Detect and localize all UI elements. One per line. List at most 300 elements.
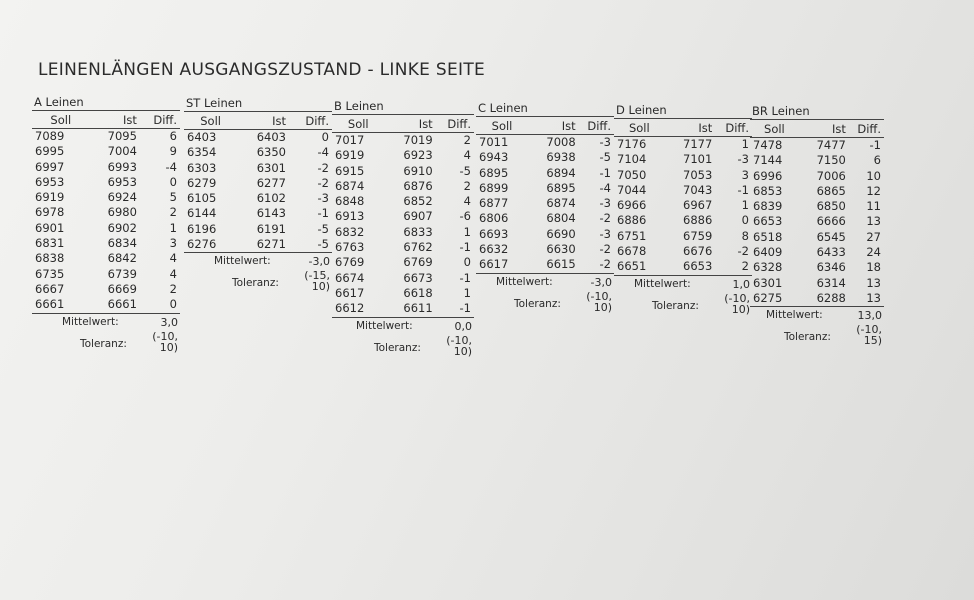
cell-ist: 6833 [403,224,433,239]
cell-soll: 6848 [335,194,365,209]
cell-soll: 7044 [617,182,647,197]
cell-soll: 6877 [479,196,509,211]
cell-ist: 6661 [90,297,140,313]
cell-diff: 2 [169,281,177,296]
table-row [750,214,884,229]
table-row [332,148,474,163]
cell-ist: 6739 [107,266,137,281]
table-row [332,271,474,286]
cell-ist: 6288 [799,291,849,307]
table-row [32,282,180,297]
cell-diff: 8 [741,228,749,243]
table-row [184,237,332,253]
table-row [614,198,752,213]
table-row [32,205,180,220]
mittelwert-value: -3,0 [590,275,612,289]
cell-ist: 6653 [665,259,716,275]
cell-soll: 6661 [32,297,90,313]
cell-soll: 6913 [335,209,365,224]
group-table [750,120,884,307]
table-row [32,129,180,145]
cell-soll: 6915 [335,163,365,178]
header-ist: Ist [90,111,140,129]
group-table [332,115,474,318]
cell-diff: -4 [165,159,177,174]
cell-diff: -1 [737,182,749,197]
cell-diff: -1 [599,165,611,180]
table-row [614,137,752,153]
table-row [476,181,614,196]
cell-soll: 6751 [617,228,647,243]
table-row [332,179,474,194]
cell-ist: 6993 [107,159,137,174]
mittelwert-value: 0,0 [454,319,472,333]
cell-ist: 6980 [107,205,137,220]
table-row [476,257,614,273]
cell-ist: 7177 [683,137,713,151]
cell-diff: 13 [849,291,884,307]
cell-soll: 6853 [753,183,783,198]
table-row [476,196,614,211]
header-soll: Soll [332,115,385,133]
group-table [32,111,180,314]
header-diff: Diff. [289,112,332,130]
cell-ist: 6346 [816,260,846,275]
cell-ist: 6865 [816,183,846,198]
cell-diff: -1 [317,206,329,221]
cell-diff: -4 [599,180,611,195]
header-soll: Soll [614,119,665,137]
cell-diff: -1 [869,138,881,152]
table-row [184,191,332,206]
cell-ist: 6669 [107,281,137,296]
toleranz-label: Toleranz: [80,337,127,350]
cell-diff: -2 [599,242,611,257]
cell-ist: 6894 [546,165,576,180]
table-row [614,229,752,244]
cell-diff: 1 [741,198,749,213]
cell-ist: 6403 [256,130,287,144]
cell-ist: 6938 [546,150,576,165]
page-title: LEINENLÄNGEN AUSGANGSZUSTAND - LINKE SEITE [38,60,486,80]
cell-diff: 6 [873,153,881,168]
cell-ist: 6874 [546,196,576,211]
cell-diff: 11 [866,199,881,214]
cell-soll: 6144 [187,206,217,221]
cell-soll: 6403 [187,130,217,144]
cell-diff: -2 [317,160,329,175]
cell-diff: 0 [321,130,329,144]
table-row [750,260,884,275]
table-row [184,161,332,176]
cell-diff: 1 [741,137,749,151]
cell-ist: 6923 [403,148,433,163]
cell-soll: 6674 [335,270,365,285]
cell-soll: 7011 [479,135,509,149]
cell-diff: -1 [459,270,471,285]
cell-soll: 6632 [479,242,509,257]
table-row [332,255,474,270]
table-row [332,301,474,317]
cell-soll: 6899 [479,180,509,195]
cell-diff: -4 [317,145,329,160]
cell-ist: 6842 [107,251,137,266]
cell-ist: 6666 [816,214,846,229]
mittelwert-label: Mittelwert: [62,315,119,328]
table-row [32,297,180,313]
cell-diff: -2 [579,257,614,273]
cell-diff: 24 [866,245,881,260]
cell-diff: -6 [459,209,471,224]
table-row [332,164,474,179]
cell-soll: 7144 [753,153,783,168]
cell-diff: -2 [599,211,611,226]
cell-ist: 6618 [403,285,433,300]
table-row [332,133,474,149]
table-row [184,176,332,191]
cell-diff: 1 [169,220,177,235]
cell-diff: 4 [463,148,471,163]
header-soll: Soll [476,117,528,135]
cell-ist: 6902 [107,220,137,235]
cell-diff: 0 [741,213,749,228]
table-row [614,152,752,167]
table-row [32,144,180,159]
header-diff: Diff. [849,120,884,138]
mittelwert-label: Mittelwert: [214,255,271,268]
cell-diff: -5 [289,237,332,253]
table-row [614,259,752,275]
cell-ist: 6907 [403,209,433,224]
table-row [614,168,752,183]
toleranz-label: Toleranz: [784,331,831,344]
cell-soll: 7089 [35,129,65,143]
table-row [750,199,884,214]
header-diff: Diff. [436,115,474,133]
cell-diff: 4 [169,251,177,266]
group-b-leinen [332,99,474,358]
table-row [476,150,614,165]
toleranz-value: (-10, 15) [856,323,882,348]
toleranz-label: Toleranz: [374,341,421,354]
table-row [32,160,180,175]
cell-ist: 6850 [816,199,846,214]
table-row [750,184,884,199]
group-table [476,117,614,274]
mittelwert-value: 3,0 [160,315,178,329]
toleranz-value: (-10, 10) [152,329,178,354]
cell-ist: 6953 [107,174,137,189]
cell-diff: -3 [317,191,329,206]
group-table [184,112,332,253]
cell-soll: 6832 [335,224,365,239]
cell-diff: -2 [737,244,749,259]
group-name: BR Leinen [750,104,884,120]
cell-soll: 6953 [35,174,65,189]
table-row [184,206,332,221]
cell-soll: 6279 [187,175,217,190]
table-row [750,169,884,184]
cell-soll: 7104 [617,152,647,167]
cell-diff: 6 [169,129,177,143]
toleranz-label: Toleranz: [514,297,561,310]
mittelwert-value: 13,0 [857,309,882,323]
group-a-leinen [32,95,180,354]
cell-ist: 6433 [816,245,846,260]
cell-diff: -5 [599,150,611,165]
cell-diff: -3 [737,152,749,167]
cell-diff: 2 [463,133,471,147]
group-name: D Leinen [614,103,752,119]
cell-ist: 6762 [403,240,433,255]
header-diff: Diff. [715,119,752,137]
cell-ist: 6967 [683,198,713,213]
cell-ist: 6301 [256,160,287,175]
header-soll: Soll [184,112,237,130]
cell-diff: 13 [866,275,881,290]
table-row [32,236,180,251]
cell-diff: 12 [866,183,881,198]
table-row [476,211,614,226]
mittelwert-label: Mittelwert: [766,309,823,322]
header-ist: Ist [237,112,289,130]
group-name: C Leinen [476,101,614,117]
cell-ist: 6895 [546,180,576,195]
cell-diff: -3 [599,196,611,211]
cell-diff: 13 [866,214,881,229]
group-d-leinen [614,103,752,316]
cell-soll: 6328 [753,260,783,275]
cell-ist: 6271 [237,237,289,253]
cell-diff: -1 [459,240,471,255]
cell-diff: 10 [866,168,881,183]
cell-ist: 6769 [403,255,433,270]
cell-ist: 7008 [546,135,576,149]
cell-ist: 6804 [546,211,576,226]
cell-diff: 2 [715,259,752,275]
cell-soll: 6901 [35,220,65,235]
mittelwert-label: Mittelwert: [634,277,691,290]
table-row [476,135,614,151]
table-row [750,245,884,260]
cell-diff: 3 [169,236,177,251]
table-row [184,145,332,160]
cell-ist: 6102 [256,191,287,206]
cell-soll: 6667 [35,281,65,296]
cell-ist: 7019 [403,133,433,147]
cell-ist: 7043 [683,182,713,197]
header-ist: Ist [799,120,849,138]
group-br-leinen [750,104,884,348]
cell-diff: 18 [866,260,881,275]
cell-ist: 6277 [256,175,287,190]
table-row [614,183,752,198]
cell-diff: 0 [140,297,180,313]
table-row [332,286,474,301]
cell-soll: 6769 [335,255,365,270]
cell-soll: 6678 [617,244,647,259]
cell-soll: 6276 [184,237,237,253]
toleranz-label: Toleranz: [232,277,279,290]
cell-diff: -1 [436,301,474,317]
cell-soll: 7176 [617,137,647,151]
cell-ist: 6852 [403,194,433,209]
table-row [614,244,752,259]
cell-soll: 6301 [753,275,783,290]
cell-ist: 6350 [256,145,287,160]
mittelwert-value: -3,0 [308,255,330,269]
cell-soll: 6763 [335,240,365,255]
table-row [184,130,332,146]
header-diff: Diff. [579,117,614,135]
toleranz-label: Toleranz: [652,299,699,312]
cell-ist: 6876 [403,178,433,193]
cell-soll: 6839 [753,199,783,214]
cell-ist: 7477 [816,138,846,152]
cell-soll: 6806 [479,211,509,226]
cell-soll: 6409 [753,245,783,260]
cell-diff: -3 [599,226,611,241]
cell-soll: 6995 [35,144,65,159]
cell-soll: 6831 [35,236,65,251]
cell-ist: 6759 [683,228,713,243]
table-row [476,242,614,257]
toleranz-value: (-10, 10) [446,333,472,358]
cell-soll: 6196 [187,221,217,236]
cell-soll: 6886 [617,213,647,228]
cell-soll: 6838 [35,251,65,266]
cell-ist: 6690 [546,226,576,241]
cell-ist: 7095 [107,129,137,143]
cell-diff: 5 [169,190,177,205]
cell-ist: 6630 [546,242,576,257]
cell-soll: 6651 [614,259,665,275]
table-row [32,190,180,205]
cell-soll: 6996 [753,168,783,183]
cell-ist: 6191 [256,221,287,236]
cell-soll: 6275 [750,291,799,307]
header-diff: Diff. [140,111,180,129]
cell-soll: 7478 [753,138,783,152]
table-row [750,291,884,307]
cell-diff: 3 [741,167,749,182]
cell-soll: 6943 [479,150,509,165]
cell-diff: 0 [169,174,177,189]
cell-ist: 7053 [683,167,713,182]
cell-soll: 6997 [35,159,65,174]
cell-soll: 6518 [753,229,783,244]
cell-ist: 6886 [683,213,713,228]
table-row [614,213,752,228]
cell-soll: 6617 [335,285,365,300]
cell-ist: 6924 [107,190,137,205]
table-row [750,276,884,291]
cell-soll: 6735 [35,266,65,281]
cell-soll: 6895 [479,165,509,180]
header-soll: Soll [750,120,799,138]
table-row [32,221,180,236]
cell-soll: 6919 [335,148,365,163]
cell-soll: 6919 [35,190,65,205]
header-soll: Soll [32,111,90,129]
cell-ist: 6143 [256,206,287,221]
mittelwert-label: Mittelwert: [496,275,553,288]
cell-ist: 7150 [816,153,846,168]
cell-diff: 2 [463,178,471,193]
cell-soll: 6978 [35,205,65,220]
cell-ist: 6611 [385,301,436,317]
cell-soll: 7017 [335,133,365,147]
table-row [750,153,884,168]
toleranz-value: (-10, 10) [586,289,612,314]
table-row [332,209,474,224]
table-row [332,240,474,255]
cell-ist: 6615 [528,257,579,273]
toleranz-value: (-10, 10) [724,291,750,316]
cell-diff: -3 [599,135,611,149]
table-row [332,194,474,209]
cell-ist: 6910 [403,163,433,178]
cell-ist: 7101 [683,152,713,167]
cell-diff: 2 [169,205,177,220]
table-row [184,222,332,237]
table-row [32,175,180,190]
group-name: A Leinen [32,95,180,111]
mittelwert-label: Mittelwert: [356,319,413,332]
header-ist: Ist [528,117,579,135]
mittelwert-value: 1,0 [732,277,750,291]
group-c-leinen [476,101,614,314]
cell-soll: 6612 [332,301,385,317]
cell-diff: 0 [463,255,471,270]
cell-ist: 6676 [683,244,713,259]
table-row [476,166,614,181]
cell-diff: 27 [866,229,881,244]
cell-soll: 7050 [617,167,647,182]
table-row [332,225,474,240]
cell-ist: 6834 [107,236,137,251]
cell-diff: 9 [169,144,177,159]
cell-diff: -2 [317,175,329,190]
cell-diff: 4 [463,194,471,209]
cell-soll: 6105 [187,191,217,206]
cell-ist: 6314 [816,275,846,290]
header-ist: Ist [385,115,436,133]
cell-soll: 6966 [617,198,647,213]
header-ist: Ist [665,119,716,137]
cell-soll: 6693 [479,226,509,241]
cell-soll: 6354 [187,145,217,160]
cell-diff: -5 [317,221,329,236]
cell-soll: 6617 [476,257,528,273]
group-name: ST Leinen [184,96,332,112]
table-row [32,251,180,266]
cell-soll: 6303 [187,160,217,175]
cell-diff: 1 [463,224,471,239]
cell-ist: 6673 [403,270,433,285]
group-st-leinen [184,96,332,294]
cell-diff: 1 [463,285,471,300]
group-name: B Leinen [332,99,474,115]
group-table [614,119,752,276]
cell-diff: 4 [169,266,177,281]
cell-soll: 6653 [753,214,783,229]
table-row [750,138,884,154]
cell-ist: 7006 [816,168,846,183]
cell-ist: 6545 [816,229,846,244]
cell-ist: 7004 [107,144,137,159]
table-row [750,230,884,245]
